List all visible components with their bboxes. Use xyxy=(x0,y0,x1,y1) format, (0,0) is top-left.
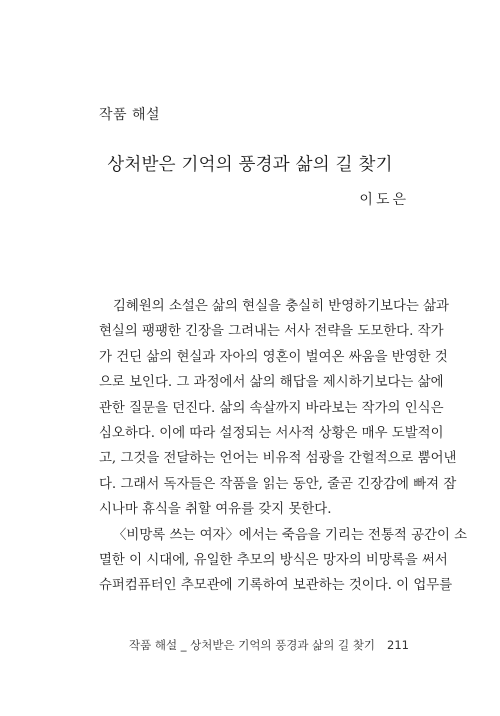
body-line: 멸한 이 시대에, 유일한 추모의 방식은 망자의 비망록을 써서 xyxy=(99,552,448,568)
essay-title: 상처받은 기억의 풍경과 삶의 길 찾기 xyxy=(107,155,393,175)
body-line: 〈비망록 쓰는 여자〉에서는 죽음을 기리는 전통적 공간이 소 xyxy=(113,527,468,543)
body-line: 가 건딘 삶의 현실과 자아의 영혼이 벌여온 싸움을 반영한 것 xyxy=(99,349,448,365)
body-line: 고, 그것을 전달하는 언어는 비유적 섬광을 간헐적으로 뿜어낸 xyxy=(99,451,457,467)
body-line: 현실의 팽팽한 긴장을 그려내는 서사 전략을 도모한다. 작가 xyxy=(99,324,444,340)
body-line: 시나마 휴식을 취할 여유를 갖지 못한다. xyxy=(99,502,332,518)
page-number: 211 xyxy=(387,638,409,652)
running-footer xyxy=(129,637,409,653)
body-line: 심오하다. 이에 따라 설정되는 서사적 상황은 매우 도발적이 xyxy=(99,425,444,441)
author-name: 이도은 xyxy=(359,192,409,208)
section-label: 작품 해설 xyxy=(99,107,161,123)
body-line: 관한 질문을 던진다. 삶의 속살까지 바라보는 작가의 인식은 xyxy=(99,400,444,416)
body-line: 김혜원의 소설은 삶의 현실을 충실히 반영하기보다는 삶과 xyxy=(113,299,449,314)
running-title: 작품 해설 _ 상처받은 기억의 풍경과 삶의 길 찾기 xyxy=(128,638,376,652)
body-line: 슈퍼컴퓨터인 추모관에 기록하여 보관하는 것이다. 이 업무를 xyxy=(99,578,453,594)
body-line: 으로 보인다. 그 과정에서 삶의 해답을 제시하기보다는 삶에 xyxy=(99,375,444,391)
body-text xyxy=(99,294,468,599)
body-line: 다. 그래서 독자들은 작품을 읽는 동안, 줄곧 긴장감에 빠져 잠 xyxy=(99,476,457,492)
